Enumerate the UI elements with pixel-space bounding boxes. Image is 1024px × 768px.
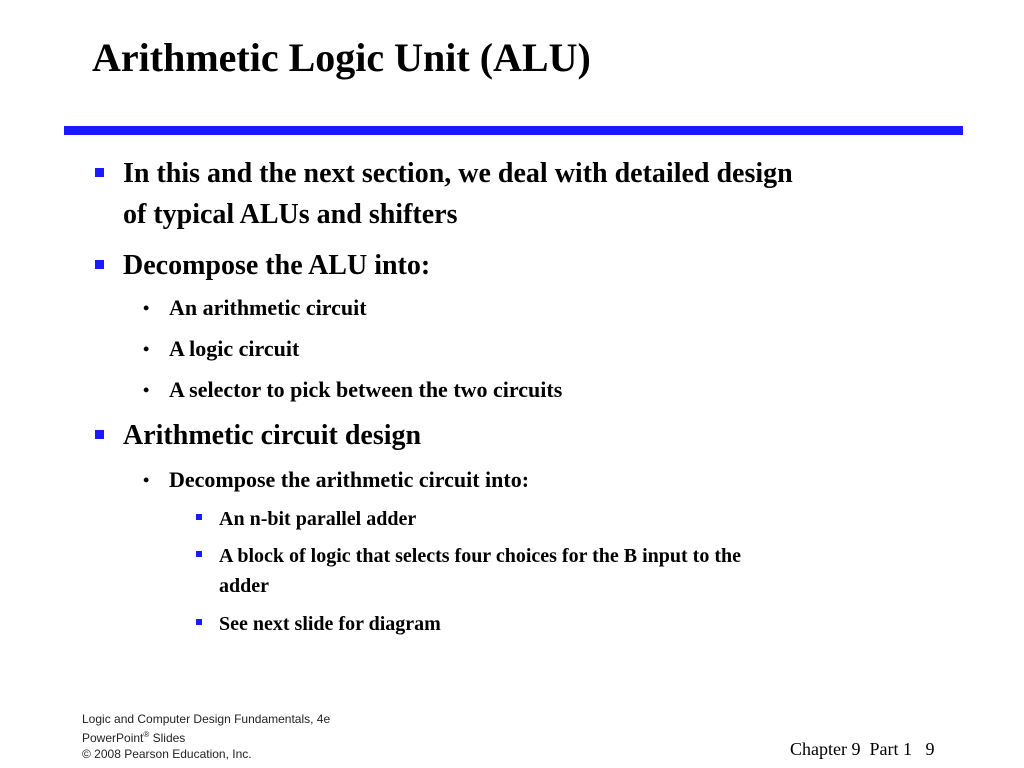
bullet-3-sub-1-item-1: An n-bit parallel adder bbox=[219, 508, 417, 530]
footer-chapter: Chapter 9 bbox=[790, 739, 861, 759]
square-bullet-icon bbox=[95, 430, 104, 439]
square-bullet-icon bbox=[196, 619, 202, 625]
registered-mark: ® bbox=[143, 730, 150, 739]
dot-bullet-icon: • bbox=[143, 470, 150, 490]
footer-part: Part 1 bbox=[869, 739, 912, 759]
bullet-3-sub-1-item-3: See next slide for diagram bbox=[219, 613, 441, 635]
footer-book-title: Logic and Computer Design Fundamentals, 4e bbox=[82, 712, 331, 726]
square-bullet-icon bbox=[196, 514, 202, 520]
bullet-2: Decompose the ALU into: bbox=[123, 250, 431, 281]
copyright-block bbox=[82, 711, 330, 762]
bullet-3: Arithmetic circuit design bbox=[123, 420, 422, 451]
square-bullet-icon bbox=[196, 551, 202, 557]
footer-copyright: © 2008 Pearson Education, Inc. bbox=[82, 747, 252, 761]
bullet-1-line-2: of typical ALUs and shifters bbox=[123, 199, 458, 230]
dot-bullet-icon: • bbox=[143, 339, 150, 359]
bullet-1-line-1: In this and the next section, we deal with detailed design bbox=[123, 158, 793, 189]
footer-slides-line bbox=[82, 727, 330, 746]
bullet-2-sub-3: A selector to pick between the two circuits bbox=[169, 377, 563, 402]
footer-powerpoint-text: PowerPoint bbox=[82, 731, 144, 745]
slide-footer-right bbox=[790, 738, 934, 760]
dot-bullet-icon: • bbox=[143, 298, 150, 318]
square-bullet-icon bbox=[95, 168, 104, 177]
dot-bullet-icon: • bbox=[143, 380, 150, 400]
slide-title: Arithmetic Logic Unit (ALU) bbox=[92, 35, 591, 80]
title-underline-rule bbox=[64, 126, 963, 135]
bullet-2-sub-1: An arithmetic circuit bbox=[169, 295, 367, 320]
bullet-3-sub-1-item-2-line-2: adder bbox=[219, 575, 269, 597]
page-number: 9 bbox=[925, 739, 935, 759]
bullet-2-sub-2: A logic circuit bbox=[169, 336, 300, 361]
bullet-3-sub-1-item-2-line-1: A block of logic that selects four choices for the B input to the bbox=[219, 545, 742, 567]
footer-slides-text: Slides bbox=[149, 731, 186, 745]
square-bullet-icon bbox=[95, 260, 104, 269]
bullet-3-sub-1: Decompose the arithmetic circuit into: bbox=[169, 467, 530, 492]
